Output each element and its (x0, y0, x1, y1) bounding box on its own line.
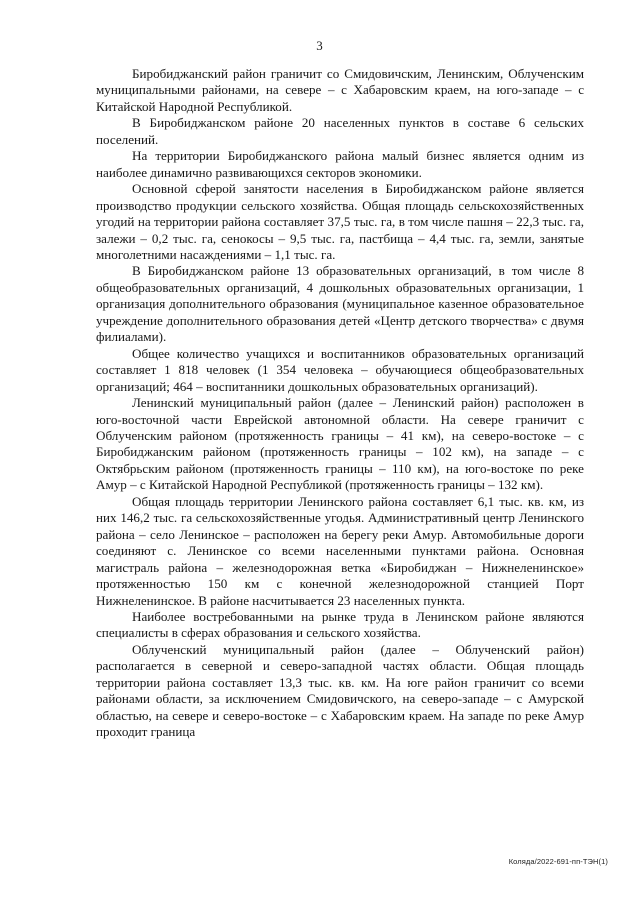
paragraph-birobidzhan-students: Общее количество учащихся и воспитанников образовательных организаций составляет 1 818 человек (1 354 человека – обучающиеся общеобразовательных организаций; 464 – воспитанники дошкольных образовательных организаций). (96, 345, 584, 394)
page-number: 3 (316, 38, 323, 53)
paragraph-birobidzhan-education-orgs: В Биробиджанском районе 13 образовательных организаций, в том числе 8 общеобразовательных организаций, 4 дошкольных образовательных организации, 1 организация дополнительного образования (муниципальное казенное образовательное учреждение дополнительного образования детей «Центр детского творчества» с двумя филиалами). (96, 263, 584, 345)
paragraph-obluchensky-location: Облученский муниципальный район (далее – Облученский район) располагается в северной и северо-западной частях области. Общая площадь территории района составляет 13,3 тыс. кв. км. На юге район граничит со всеми районами области, за исключением Смидовичского, на северо-западе – с Амурской областью, на севере и северо-востоке – с Хабаровским краем. На западе по реке Амур проходит граница (96, 641, 584, 740)
paragraph-birobidzhan-borders: Биробиджанский район граничит со Смидовичским, Ленинским, Облученским муниципальными районами, на севере – с Хабаровским краем, на юго-западе – с Китайской Народной Республикой. (96, 66, 584, 114)
document-body (96, 66, 584, 741)
paragraph-birobidzhan-settlements: В Биробиджанском районе 20 населенных пунктов в составе 6 сельских поселений. (96, 115, 584, 147)
document-footer-code: Коляда/2022-691-пп-ТЭН(1) (508, 857, 608, 866)
paragraph-birobidzhan-agriculture: Основной сферой занятости населения в Биробиджанском районе является производство продукции сельского хозяйства. Общая площадь сельскохозяйственных угодий на территории района составляет 37,5 тыс. га, в том числе пашня – 22,3 тыс. га, залежи – 0,2 тыс. га, сенокосы – 9,5 тыс. га, пастбища – 4,4 тыс. га, земли, занятые многолетними насаждениями – 1,1 тыс. га. (96, 181, 584, 262)
paragraph-leninsky-labor-market: Наиболее востребованными на рынке труда в Ленинском районе являются специалисты в сферах образования и сельского хозяйства. (96, 608, 584, 641)
paragraph-leninsky-location: Ленинский муниципальный район (далее – Ленинский район) расположен в юго-восточной части Еврейской автономной области. На севере граничит с Облученским районом (протяженность границы – 41 км), на северо-востоке – с Биробиджанским районом (протяженность границы – 102 км), на западе – с Октябрьским районом (протяженность границы – 110 км), на юго-востоке по реке Амур – с Китайской Народной Республикой (протяженность границы – 132 км). (96, 395, 584, 493)
paragraph-birobidzhan-small-business: На территории Биробиджанского района малый бизнес является одним из наиболее динамично развивающихся секторов экономики. (96, 148, 584, 180)
paragraph-leninsky-area: Общая площадь территории Ленинского района составляет 6,1 тыс. кв. км, из них 146,2 тыс. га сельскохозяйственные угодья. Административный центр Ленинского района – село Ленинское – расположен на берегу реки Амур. Автомобильные дороги соединяют с. Ленинское со всеми населенными пунктами района. Основная магистраль района – железнодорожная ветка «Биробиджан – Нижнеленинское» протяженностью 150 км с конечной железнодорожной станцией Порт Нижнеленинское. В районе насчитывается 23 населенных пункта. (96, 493, 584, 608)
